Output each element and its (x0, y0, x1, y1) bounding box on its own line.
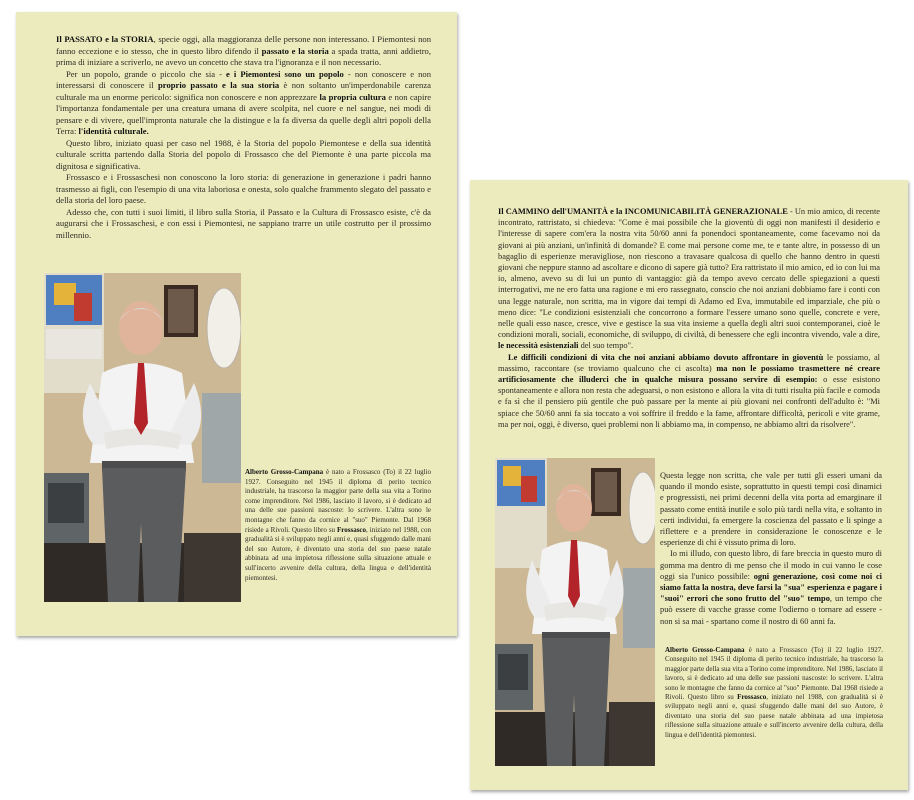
author-photo-illustration (495, 458, 655, 766)
author-photo (44, 273, 241, 602)
author-photo (495, 458, 655, 766)
paragraph-3: Questa legge non scritta, che vale per tutti gli esseri umani da quando il mondo esiste, soprattutto in questi tempi così dinamici e progressisti, nei primi decenni della vita porta ad emarginare il passato come entità inutile e solo più tardi nella vita, e soltanto in certi individui, fa emergere la coscienza del passato e li spinge a riflettere e a prendere in considerazione le conoscenze e le esperienze di chi è vissuto prima di loro. (660, 471, 882, 548)
paragraph-1: Il CAMMINO dell'UMANITÀ e la INCOMUNICABILITÀ GENERAZIONALE - Un mio amico, di recente incontrato, rattristato, si chiedeva: "Come è mai possibile che la gioventù di oggi non manifesti il desiderio e l'interesse di sapere com'era la nostra vita 50/60 anni fa ponendoci spontaneamente, come facevamo noi da giovani ai più anziani, un'infinità di domande? E come mai persone come me, te e tante altre, in possesso di un bagaglio di esperienze meravigliose, non riescono a travasare qualcosa di quello che hanno dentro in questi giovani che neppure stanno ad ascoltare e dicono di sapere già tutto? Era rattristato il mio amico, ed io con lui ma io, almeno, avevo su di lui un punto di vantaggio: già da tempo avevo cercato delle spiegazioni a questi interrogativi, me ne ero fatta una ragione e mi ero rassegnato, conscio che noi anziani dobbiamo fare i conti con una legge naturale, non scritta, ma in vigore dai tempi di Adamo ed Eva, immutabile ed imparziale, che più o meno dice: "Le condizioni esistenziali che concorrono a formare l'essere umano sono quelle, concrete e vere, nelle quali esso nasce, cresce, vive e gestisce la sua vita insieme a quella degli altri suoi contemporanei, cioè le condizioni morali, sociali, economiche, di sviluppo, di civiltà, di benessere che egli incontra vivendo, vale a dire, le necessità esistenziali del suo tempo". (498, 207, 880, 351)
essay-text (498, 206, 880, 430)
book-back-cover-left (16, 12, 457, 636)
paragraph-4: Io mi illudo, con questo libro, di fare breccia in questo muro di gomma ma dentro di me penso che il modo in cui vanno le cose oggi sia l'unico possibile: ogni generazione, così come noi ci siamo fatta la nostra, deve farsi la "sua" esperienza e pagare i "suoi" errori che sono frutto del "suo" tempo, un tempo che può essere di vacche grasse come l'odierno o tornare ad essere - non si sa mai - spartano come il nostro di 60 anni fa. (660, 549, 882, 626)
essay-text-continued (660, 470, 882, 627)
paragraph-5: Adesso che, con tutti i suoi limiti, il libro sulla Storia, il Passato e la Cultura di Frossasco esiste, c'è da augurarsi che i Frossaschesi, e con essi i Piemontesi, ne sappiano trarre un utile costrutto per il prossimo millennio. (56, 206, 431, 240)
paragraph-3: Questo libro, iniziato quasi per caso nel 1988, è la Storia del popolo Piemontese e della sua identità culturale scritta partendo dalla Storia del popolo di Frossasco che del Piemonte è una parte piccola ma dignitosa e significativa. (56, 137, 431, 171)
author-bio: Alberto Grosso-Campana è nato a Frossasco (To) il 22 luglio 1927. Conseguito nel 1945 il diploma di perito tecnico industriale, ha trascorso la maggior parte della sua vita a Torino come imprenditore. Nel 1986, lasciato il lavoro, si è dedicato ad una delle sue passioni nascoste: lo scrivere. L'altra sono le montagne che fanno da cornice al "suo" Piemonte. Dal 1968 risiede a Rivoli. Questo libro su Frossasco, iniziato nel 1988, con gradualità si è sviluppato negli anni e, quasi sfuggendo dalle mani del suo Autore, è diventato una storia del suo paese natale abbinata ad una impietosa riflessione sulla situazione attuale e sull'incerto avvenire della cultura, della lingua e dell'identità piemontesi. (665, 646, 883, 739)
paragraph-1: Il PASSATO e la STORIA, specie oggi, alla maggioranza delle persone non interessano. I Piemontesi non fanno eccezione e io stesso, che in questo libro difendo il passato e la storia a spada tratta, anni addietro, prima di iniziare a scriverlo, ne avevo un concetto che stava tra l'ignoranza e il non necessario. (56, 34, 431, 67)
book-back-cover-right (470, 180, 908, 790)
author-photo-illustration (44, 273, 241, 602)
paragraph-2: Le difficili condizioni di vita che noi anziani abbiamo dovuto affrontare in gioventù le possiamo, al massimo, raccontare (se troviamo qualcuno che ci ascolta) ma non le possiamo trasmettere né creare artificiosamente che illuderci che in qualche misura possano servire di esempio: o esse esistono spontaneamente e allora non resta che adeguarsi, o non esistono e allora la vita di tutti risulta più facile e comoda e fa sì che il pensiero più gentile che può passare per la mente ai più giovani nei confronti dell'adulto è: "Mi spiace che 50/60 anni fa sia toccato a voi soffrire il freddo e la fame, affrontare difficoltà, pericoli e vite grame, ma per noi, oggi, è diverso, quei problemi non li abbiamo ma, in compenso, ne abbiamo altri da risolvere". (498, 352, 881, 429)
author-bio: Alberto Grosso-Campana è nato a Frossasco (To) il 22 luglio 1927. Conseguito nel 1945 il diploma di perito tecnico industriale, ha trascorso la maggior parte della sua vita a Torino come imprenditore. Nel 1986, lasciato il lavoro, si è dedicato ad una delle sue passioni nascoste: lo scrivere. L'altra sono le montagne che fanno da cornice al "suo" Piemonte. Dal 1968 risiede a Rivoli. Questo libro su Frossasco, iniziato nel 1988, con gradualità si è sviluppato negli anni e, quasi sfuggendo dalle mani del suo Autore, è diventato una storia del suo paese natale abbinata ad una impietosa riflessione sulla situazione attuale e sull'incerto avvenire della cultura, della lingua e dell'identità piemontesi. (245, 468, 431, 582)
paragraph-4: Frossasco e i Frossaschesi non conoscono la loro storia: di generazione in generazione i padri hanno trasmesso ai figli, con l'esempio di una vita laboriosa e onesta, solo qualche frammento slegato del passato e della storia del loro paese. (56, 172, 431, 205)
paragraph-2: Per un popolo, grande o piccolo che sia - e i Piemontesi sono un popolo - non conoscere e non interessarsi di conoscere il proprio passato e la sua storia è non soltanto un'imperdonabile carenza culturale ma un enorme pericolo: significa non conoscere e non apprezzare la propria cultura e non capire l'importanza fondamentale per una creatura umana di avere scolpita, nel cuore e nel sangue, nei modi di pensare e di vivere, quell'impronta naturale che la distingue e la fa diversa da quelle degli altri popoli della Terra: l'identità culturale. (56, 68, 432, 136)
intro-text (56, 34, 431, 241)
